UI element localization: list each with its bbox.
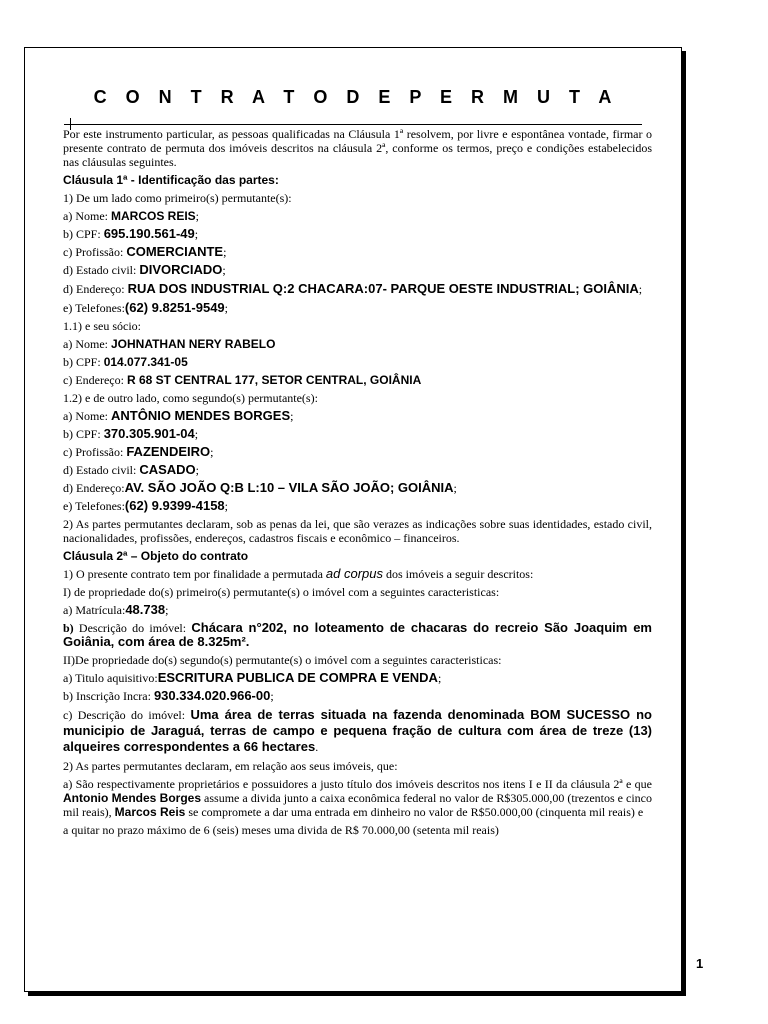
clause-1-item-1-1: 1.1) e seu sócio:	[63, 319, 141, 333]
party2-profession-value: FAZENDEIRO	[126, 444, 211, 459]
document-body	[63, 127, 652, 841]
property-2-incra: b) Inscrição Incra: 930.334.020.966-00;	[63, 688, 274, 703]
property-1-description: b) Descrição do imóvel: Chácara n°202, no loteamento de chacaras do recreio São Joaquim em Goiânia, com área de 8.325m².	[63, 620, 652, 649]
party1-phone: e) Telefones:(62) 9.8251-9549;	[63, 300, 229, 315]
partner-name-value: JOHNATHAN NERY RABELO	[110, 337, 276, 351]
property-2-description: c) Descrição do imóvel: Uma área de terras situada na fazenda denominada BOM SUCESSO no municipio de Jaraguá, terras de campo e pequena fração de cultura com área de treze (13) alqueires correspondentes a 66 hectares.	[63, 707, 652, 754]
party2-address-value: AV. SÃO JOÃO Q:B L:10 – VILA SÃO JOÃO; GOIÂNIA	[124, 480, 454, 495]
party1-cpf-value: 695.190.561-49	[103, 226, 195, 241]
party1-phone-value: (62) 9.8251-9549	[124, 300, 225, 315]
partner-cpf-value: 014.077.341-05	[103, 355, 188, 369]
party1-profession-value: COMERCIANTE	[126, 244, 224, 259]
party1-civil-status: d) Estado civil: DIVORCIADO;	[63, 262, 226, 277]
party2-civil-status-value: CASADO	[139, 462, 196, 477]
property-1-registration-value: 48.738	[125, 602, 166, 617]
partner-cpf: b) CPF: 014.077.341-05	[63, 355, 188, 369]
party2-cpf-value: 370.305.901-04	[103, 426, 195, 441]
party2-cpf: b) CPF: 370.305.901-04;	[63, 426, 199, 441]
property-1-intro: I) de propriedade do(s) primeiro(s) permutante(s) o imóvel com a seguintes caracteristicas:	[63, 585, 500, 599]
party1-name-mention: Marcos Reis	[114, 805, 186, 819]
ad-corpus-term: ad corpus	[325, 566, 383, 581]
clause-2-heading: Cláusula 2ª – Objeto do contrato	[63, 549, 249, 563]
document-title: C O N T R A T O D E P E R M U T A	[93, 87, 619, 107]
clause-2-item-2-a-cont: a quitar no prazo máximo de 6 (seis) meses uma divida de R$ 70.000,00 (setenta mil reais)	[63, 823, 499, 837]
party2-name-value: ANTÔNIO MENDES BORGES	[110, 408, 291, 423]
party2-address: d) Endereço:AV. SÃO JOÃO Q:B L:10 – VILA SÃO JOÃO; GOIÂNIA;	[63, 480, 457, 495]
property-2-incra-value: 930.334.020.966-00	[153, 688, 271, 703]
party1-cpf: b) CPF: 695.190.561-49;	[63, 226, 199, 241]
partner-address: c) Endereço: R 68 ST CENTRAL 177, SETOR CENTRAL, GOIÂNIA	[63, 373, 422, 387]
property-1-description-value: Chácara n°202, no loteamento de chacaras do recreio São Joaquim em Goiânia, com área de 8.325m².	[63, 620, 652, 649]
clause-2-item-1: 1) O presente contrato tem por finalidade a permutada ad corpus dos imóveis a seguir descritos:	[63, 566, 534, 581]
property-2-title-value: ESCRITURA PUBLICA DE COMPRA E VENDA	[157, 670, 438, 685]
party1-address: d) Endereço: RUA DOS INDUSTRIAL Q:2 CHACARA:07- PARQUE OESTE INDUSTRIAL; GOIÂNIA;	[63, 281, 643, 296]
party2-name-mention: Antonio Mendes Borges	[63, 791, 202, 805]
property-1-registration: a) Matrícula:48.738;	[63, 602, 169, 617]
clause-1-heading: Cláusula 1ª - Identificação das partes:	[63, 173, 279, 187]
party1-civil-status-value: DIVORCIADO	[139, 262, 223, 277]
party2-civil-status: d) Estado civil: CASADO;	[63, 462, 200, 477]
clause-1-item-1: 1) De um lado como primeiro(s) permutante(s):	[63, 191, 292, 205]
party1-name-value: MARCOS REIS	[110, 209, 196, 223]
clause-1-item-2: 2) As partes permutantes declaram, sob as penas da lei, que são verazes as indicações sobre suas identidades, estado civil, nacionalidades, profissões, endereços, cadastros fiscais e econômico – financeiros.	[63, 517, 652, 545]
party2-phone-value: (62) 9.9399-4158	[124, 498, 225, 513]
page-number: 1	[696, 956, 704, 971]
intro-paragraph: Por este instrumento particular, as pessoas qualificadas na Cláusula 1ª resolvem, por livre e espontânea vontade, firmar o presente contrato de permuta dos imóveis descritos na cláusula 2ª, conforme os termos, preço e condições estabelecidos nas cláusulas seguintes.	[63, 127, 652, 169]
party2-profession: c) Profissão: FAZENDEIRO;	[63, 444, 214, 459]
party2-phone: e) Telefones:(62) 9.9399-4158;	[63, 498, 229, 513]
clause-2-item-2: 2) As partes permutantes declaram, em relação aos seus imóveis, que:	[63, 759, 398, 773]
partner-name: a) Nome: JOHNATHAN NERY RABELO	[63, 337, 276, 351]
clause-1-item-1-2: 1.2) e de outro lado, como segundo(s) permutante(s):	[63, 391, 318, 405]
property-2-description-value: Uma área de terras situada na fazenda denominada BOM SUCESSO no municipio de Jaraguá, terras de campo e pequena fração de cultura com área de treze (13) alqueires correspondentes a 66 hectares	[63, 707, 652, 754]
clause-2-item-2-a: a) São respectivamente proprietários e possuidores a justo título dos imóveis descritos nos itens I e II da cláusula 2ª e que Antonio Mendes Borges assume a divida junto a caixa econômica federal no valor de R$305.000,00 (trezentos e cinco mil reais), Marcos Reis se compromete a dar uma entrada em dinheiro no valor de R$50.000,00 (cinquenta mil reais) e	[63, 777, 652, 819]
title-rule	[64, 124, 642, 125]
property-2-intro: II)De propriedade do(s) segundo(s) permutante(s) o imóvel com a seguintes caracteristicas:	[63, 653, 502, 667]
party1-address-value: RUA DOS INDUSTRIAL Q:2 CHACARA:07- PARQUE OESTE INDUSTRIAL; GOIÂNIA	[127, 281, 639, 296]
party1-profession: c) Profissão: COMERCIANTE;	[63, 244, 227, 259]
partner-address-value: R 68 ST CENTRAL 177, SETOR CENTRAL, GOIÂNIA	[126, 373, 422, 387]
party1-name: a) Nome: MARCOS REIS;	[63, 209, 200, 223]
party2-name: a) Nome: ANTÔNIO MENDES BORGES;	[63, 408, 294, 423]
property-2-title: a) Titulo aquisitivo:ESCRITURA PUBLICA DE COMPRA E VENDA;	[63, 670, 442, 685]
